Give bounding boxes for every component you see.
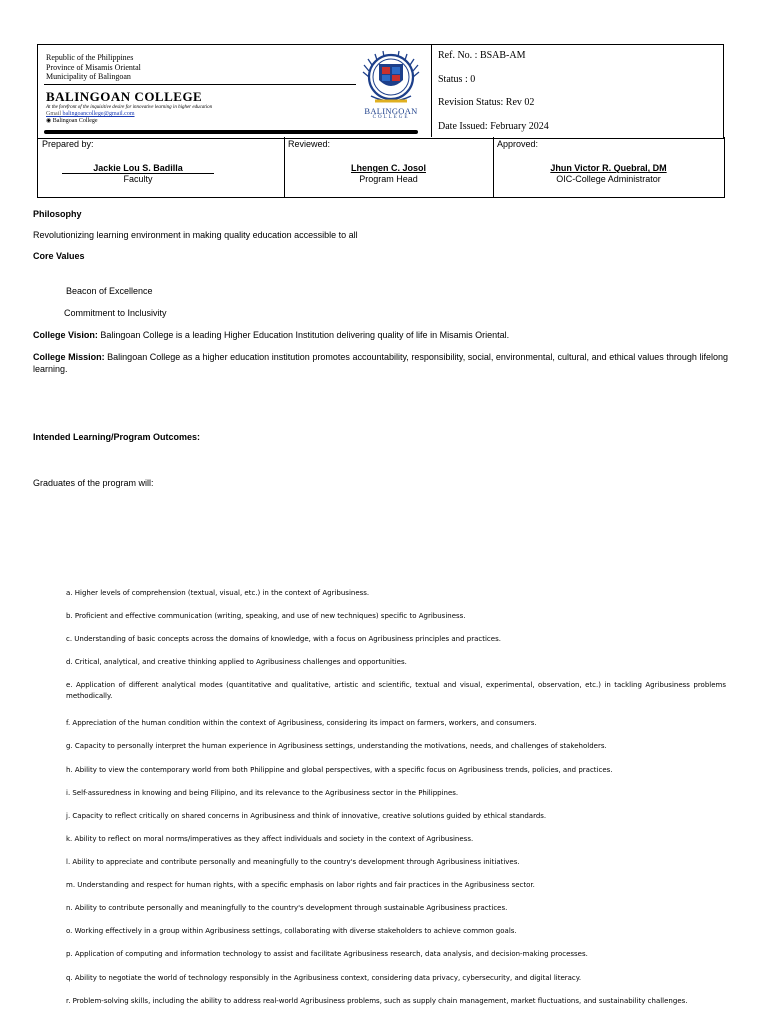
outcome-item: b. Proficient and effective communication (writing, speaking, and use of new techniques) specific to Agribusiness. bbox=[66, 612, 466, 620]
header-bar bbox=[44, 130, 418, 134]
college-email[interactable] bbox=[46, 111, 356, 118]
college-mission bbox=[33, 351, 728, 375]
social-name: Balingoan College bbox=[52, 118, 98, 124]
email-prefix: Gmail bbox=[46, 111, 61, 117]
mission-label: College Mission: bbox=[33, 352, 105, 362]
status: Status : 0 bbox=[438, 74, 476, 85]
header-divider bbox=[44, 84, 356, 85]
signature-reviewed bbox=[284, 137, 493, 197]
outcome-item: e. Application of different analytical modes (quantitative and qualitative, artistic and scientific, textual and visual, experimental, observation, etc.) in tackling Agribusiness problems methodically. bbox=[66, 681, 726, 700]
municipality-line: Municipality of Balingoan bbox=[46, 72, 131, 81]
core-value-item: Beacon of Excellence bbox=[66, 286, 153, 296]
revision-status: Revision Status: Rev 02 bbox=[438, 97, 535, 108]
college-name: BALINGOAN COLLEGE bbox=[46, 89, 203, 104]
vision-text: Balingoan College is a leading Higher Education Institution delivering quality of life in Misamis Oriental. bbox=[97, 330, 510, 340]
outcome-item: a. Higher levels of comprehension (textual, visual, etc.) in the context of Agribusiness. bbox=[66, 589, 370, 597]
reviewed-role: Program Head bbox=[359, 174, 418, 184]
outcome-item: n. Ability to contribute personally and meaningfully to the country's development through sustainable Agribusiness practices. bbox=[66, 904, 508, 912]
social-line bbox=[46, 118, 356, 125]
outcome-item: k. Ability to reflect on moral norms/imperatives as they affect individuals and society in the context of Agribusiness. bbox=[66, 835, 474, 843]
core-value-item: Commitment to Inclusivity bbox=[64, 308, 167, 318]
prepared-role: Faculty bbox=[123, 174, 153, 184]
republic-line: Republic of the Philippines bbox=[46, 53, 134, 62]
core-values-heading: Core Values bbox=[33, 251, 85, 261]
outcome-item: i. Self-assuredness in knowing and being Filipino, and its relevance to the Agribusiness sector in the Philippines. bbox=[66, 789, 459, 797]
college-tagline: At the forefront of the inquisitive desire for innovative learning in higher education bbox=[46, 105, 213, 110]
college-block bbox=[46, 88, 356, 125]
date-issued: Date Issued: February 2024 bbox=[438, 121, 549, 132]
outcome-item: h. Ability to view the contemporary world from both Philippine and global perspectives, with a specific focus on Agribusiness trends, policies, and practices. bbox=[66, 766, 613, 774]
outcomes-intro: Graduates of the program will: bbox=[33, 478, 154, 488]
outcomes-heading: Intended Learning/Program Outcomes: bbox=[33, 432, 201, 442]
header-column-divider bbox=[431, 44, 432, 137]
reviewed-label: Reviewed: bbox=[288, 139, 331, 149]
prepared-label: Prepared by: bbox=[42, 139, 94, 149]
outcome-item: q. Ability to negotiate the world of technology responsibly in the Agribusiness context, considering data privacy, cybersecurity, and digital literacy. bbox=[66, 974, 582, 982]
approved-name: Jhun Victor R. Quebral, DM bbox=[550, 163, 667, 173]
outcome-item: l. Ability to appreciate and contribute personally and meaningfully to the country's development through Agribusiness initiatives. bbox=[66, 858, 520, 866]
signature-table bbox=[37, 137, 725, 198]
philosophy-heading: Philosophy bbox=[33, 209, 82, 219]
vision-label: College Vision: bbox=[33, 330, 98, 340]
outcome-item: p. Application of computing and information technology to assist and facilitate Agribusiness research, data analysis, and decision-making processes. bbox=[66, 950, 588, 958]
social-icon: ◉ bbox=[46, 118, 52, 124]
seal-subtitle: COLLEGE bbox=[372, 115, 410, 120]
prepared-name: Jackie Lou S. Badilla bbox=[62, 163, 214, 174]
signature-prepared bbox=[38, 137, 284, 197]
email-address[interactable]: balingoancollege@gmail.com bbox=[62, 111, 135, 117]
philosophy-text: Revolutionizing learning environment in making quality education accessible to all bbox=[33, 230, 358, 240]
approved-label: Approved: bbox=[497, 139, 539, 149]
seal-name: BALINGOAN bbox=[364, 106, 418, 116]
college-vision bbox=[33, 329, 728, 341]
outcome-item: j. Capacity to reflect critically on shared concerns in Agribusiness and think of innovative, creative solutions guided by ethical standards. bbox=[66, 812, 547, 820]
province-line: Province of Misamis Oriental bbox=[46, 62, 141, 72]
outcome-item: d. Critical, analytical, and creative thinking applied to Agribusiness challenges and opportunities. bbox=[66, 658, 407, 666]
outcome-item: r. Problem-solving skills, including the ability to address real-world Agribusiness problems, such as supply chain management, market fluctuations, and sustainability challenges. bbox=[66, 997, 688, 1005]
signature-approved bbox=[493, 137, 724, 197]
mission-text: Balingoan College as a higher education institution promotes accountability, responsibility, social, environmental, cultural, and ethical values through lifelong learning. bbox=[33, 352, 728, 374]
outcome-item: c. Understanding of basic concepts across the domains of knowledge, with a focus on Agribusiness principles and practices. bbox=[66, 635, 501, 643]
outcome-item: o. Working effectively in a group within Agribusiness settings, collaborating with diverse stakeholders to achieve common goals. bbox=[66, 927, 517, 935]
ref-number: Ref. No. : BSAB-AM bbox=[438, 50, 526, 61]
approved-role: OIC-College Administrator bbox=[556, 174, 661, 184]
outcome-item: g. Capacity to personally interpret the human experience in Agribusiness settings, understanding the motivations, needs, and challenges of stakeholders. bbox=[66, 742, 607, 750]
outcome-item: m. Understanding and respect for human rights, with a specific emphasis on labor rights and fair practices in the Agribusiness sector. bbox=[66, 881, 535, 889]
reviewed-name: Lhengen C. Josol bbox=[350, 163, 426, 173]
outcome-item: f. Appreciation of the human condition within the context of Agribusiness, considering its impact on farmers, workers, and consumers. bbox=[66, 719, 537, 727]
